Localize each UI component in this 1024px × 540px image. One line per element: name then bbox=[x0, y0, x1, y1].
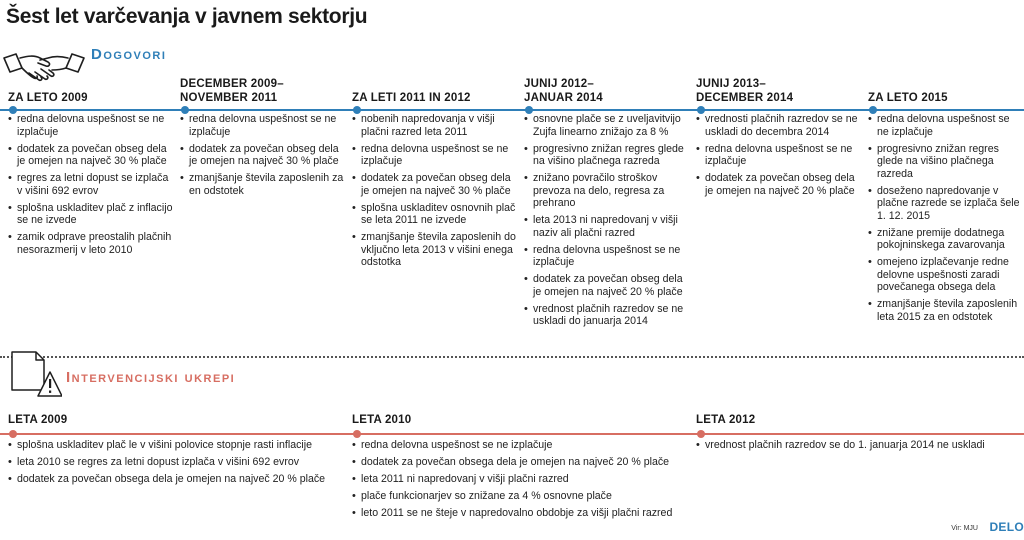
list-item: • znižano povračilo stroškov prevoza na delo, regresa za prehrano bbox=[524, 172, 692, 210]
list-item: • plače funkcionarjev so znižane za 4 % osnovne plače bbox=[352, 490, 692, 503]
period-heading bbox=[8, 75, 176, 105]
list-item: • zmanjšanje števila zaposlenih do vključno leta 2013 v višini enega odstotka bbox=[352, 231, 520, 269]
measure-list bbox=[180, 113, 348, 197]
period-heading bbox=[524, 75, 692, 105]
agreement-period-2009 bbox=[8, 75, 176, 261]
list-item: • nobenih napredovanja v višji plačni razred leta 2011 bbox=[352, 113, 520, 138]
interventions-label: Intervencijski ukrepi bbox=[66, 369, 236, 386]
list-item: • zmanjšanje števila zaposlenih leta 2015 za en odstotek bbox=[868, 298, 1022, 323]
list-item: • splošna uskladitev osnovnih plač se leta 2011 ne izvede bbox=[352, 202, 520, 227]
list-item: • leta 2013 ni napredovanj v višji naziv ali plačni razred bbox=[524, 214, 692, 239]
period-heading-line2: ZA LETI 2011 IN 2012 bbox=[352, 92, 471, 104]
list-item: • dodatek za povečan obseg dela je omejen na največ 30 % plače bbox=[8, 143, 176, 168]
list-item: • regres za letni dopust se izplača v višini 692 evrov bbox=[8, 172, 176, 197]
measure-list bbox=[696, 439, 1022, 452]
section-divider bbox=[0, 356, 1024, 358]
period-heading bbox=[180, 75, 348, 105]
list-item: • zmanjšanje števila zaposlenih za en odstotek bbox=[180, 172, 348, 197]
period-heading-line1: JUNIJ 2012– bbox=[524, 78, 594, 90]
list-item: • leto 2011 se ne šteje v napredovalno obdobje za višji plačni razred bbox=[352, 507, 692, 520]
list-item: • dodatek za povečan obsega dela je omejen na največ 20 % plače bbox=[8, 473, 348, 486]
period-heading-line1: DECEMBER 2009– bbox=[180, 78, 284, 90]
measure-list bbox=[352, 113, 520, 269]
agreement-period-2012-2014 bbox=[524, 75, 692, 332]
intervention-period-2009 bbox=[8, 413, 348, 490]
list-item: • leta 2011 ni napredovanj v višji plačni razred bbox=[352, 473, 692, 486]
period-heading-line2: ZA LETO 2009 bbox=[8, 92, 88, 104]
source-note: Vir: MJU bbox=[951, 525, 978, 532]
period-heading: LETA 2012 bbox=[696, 414, 756, 426]
measure-list bbox=[868, 113, 1022, 323]
list-item: • redna delovna uspešnost se ne izplačuje bbox=[696, 143, 864, 168]
list-item: • dodatek za povečan obseg dela je omejen na največ 20 % plače bbox=[696, 172, 864, 197]
list-item: • redna delovna uspešnost se ne izplačuje bbox=[352, 439, 692, 452]
list-item: • leta 2010 se regres za letni dopust izplača v višini 692 evrov bbox=[8, 456, 348, 469]
list-item: • splošna uskladitev plač le v višini polovice stopnje rasti inflacije bbox=[8, 439, 348, 452]
list-item: • dodatek za povečan obseg dela je omejen na največ 20 % plače bbox=[524, 273, 692, 298]
period-heading: LETA 2009 bbox=[8, 414, 68, 426]
list-item: • osnovne plače se z uveljavitvijo Zujfa linearno znižajo za 8 % bbox=[524, 113, 692, 138]
measure-list bbox=[8, 113, 176, 256]
period-heading-line1: JUNIJ 2013– bbox=[696, 78, 766, 90]
agreement-period-2013-2014 bbox=[696, 75, 864, 202]
measure-list bbox=[352, 439, 692, 520]
list-item: • doseženo napredovanje v plačne razrede se izplača šele 1. 12. 2015 bbox=[868, 185, 1022, 223]
list-item: • redna delovna uspešnost se ne izplačuje bbox=[8, 113, 176, 138]
list-item: • znižane premije dodatnega pokojninskega zavarovanja bbox=[868, 227, 1022, 252]
list-item: • progresivno znižan regres glede na višino plačnega razreda bbox=[524, 143, 692, 168]
list-item: • redna delovna uspešnost se ne izplačuje bbox=[352, 143, 520, 168]
list-item: • dodatek za povečan obseg dela je omejen na največ 30 % plače bbox=[180, 143, 348, 168]
list-item: • zamik odprave preostalih plačnih nesorazmerij v leto 2010 bbox=[8, 231, 176, 256]
warning-document-icon bbox=[10, 350, 62, 400]
publisher-logo: DELO bbox=[989, 520, 1024, 534]
list-item: • splošna uskladitev plač z inflacijo se ne izvede bbox=[8, 202, 176, 227]
page-title: Šest let varčevanja v javnem sektorju bbox=[6, 5, 368, 28]
list-item: • vrednost plačnih razredov se ne uskladi do januarja 2014 bbox=[524, 303, 692, 328]
list-item: • omejeno izplačevanje redne delovne uspešnosti zaradi povečanega obsega dela bbox=[868, 256, 1022, 294]
intervention-period-2010 bbox=[352, 413, 692, 524]
intervention-period-2012 bbox=[696, 413, 1022, 456]
agreement-period-2009-2011 bbox=[180, 75, 348, 202]
list-item: • redna delovna uspešnost se ne izplačuje bbox=[524, 244, 692, 269]
list-item: • progresivno znižan regres glede na višino plačnega razreda bbox=[868, 143, 1022, 181]
period-heading-line2: NOVEMBER 2011 bbox=[180, 92, 278, 104]
measure-list bbox=[8, 439, 348, 486]
period-heading-line2: ZA LETO 2015 bbox=[868, 92, 948, 104]
list-item: • vrednost plačnih razredov se do 1. januarja 2014 ne uskladi bbox=[696, 439, 1022, 452]
agreement-period-2011-2012 bbox=[352, 75, 520, 273]
measure-list bbox=[696, 113, 864, 197]
period-heading bbox=[352, 75, 520, 105]
agreements-label: Dogovori bbox=[91, 46, 167, 63]
agreement-period-2015 bbox=[868, 75, 1022, 328]
list-item: • redna delovna uspešnost se ne izplačuje bbox=[868, 113, 1022, 138]
period-heading-line2: JANUAR 2014 bbox=[524, 92, 603, 104]
period-heading bbox=[696, 75, 864, 105]
period-heading-line2: DECEMBER 2014 bbox=[696, 92, 794, 104]
measure-list bbox=[524, 113, 692, 328]
list-item: • vrednosti plačnih razredov se ne uskladi do decembra 2014 bbox=[696, 113, 864, 138]
list-item: • dodatek za povečan obsega dela je omejen na največ 20 % plače bbox=[352, 456, 692, 469]
period-heading: LETA 2010 bbox=[352, 414, 412, 426]
list-item: • redna delovna uspešnost se ne izplačuje bbox=[180, 113, 348, 138]
list-item: • dodatek za povečan obseg dela je omejen na največ 30 % plače bbox=[352, 172, 520, 197]
period-heading bbox=[868, 75, 1022, 105]
